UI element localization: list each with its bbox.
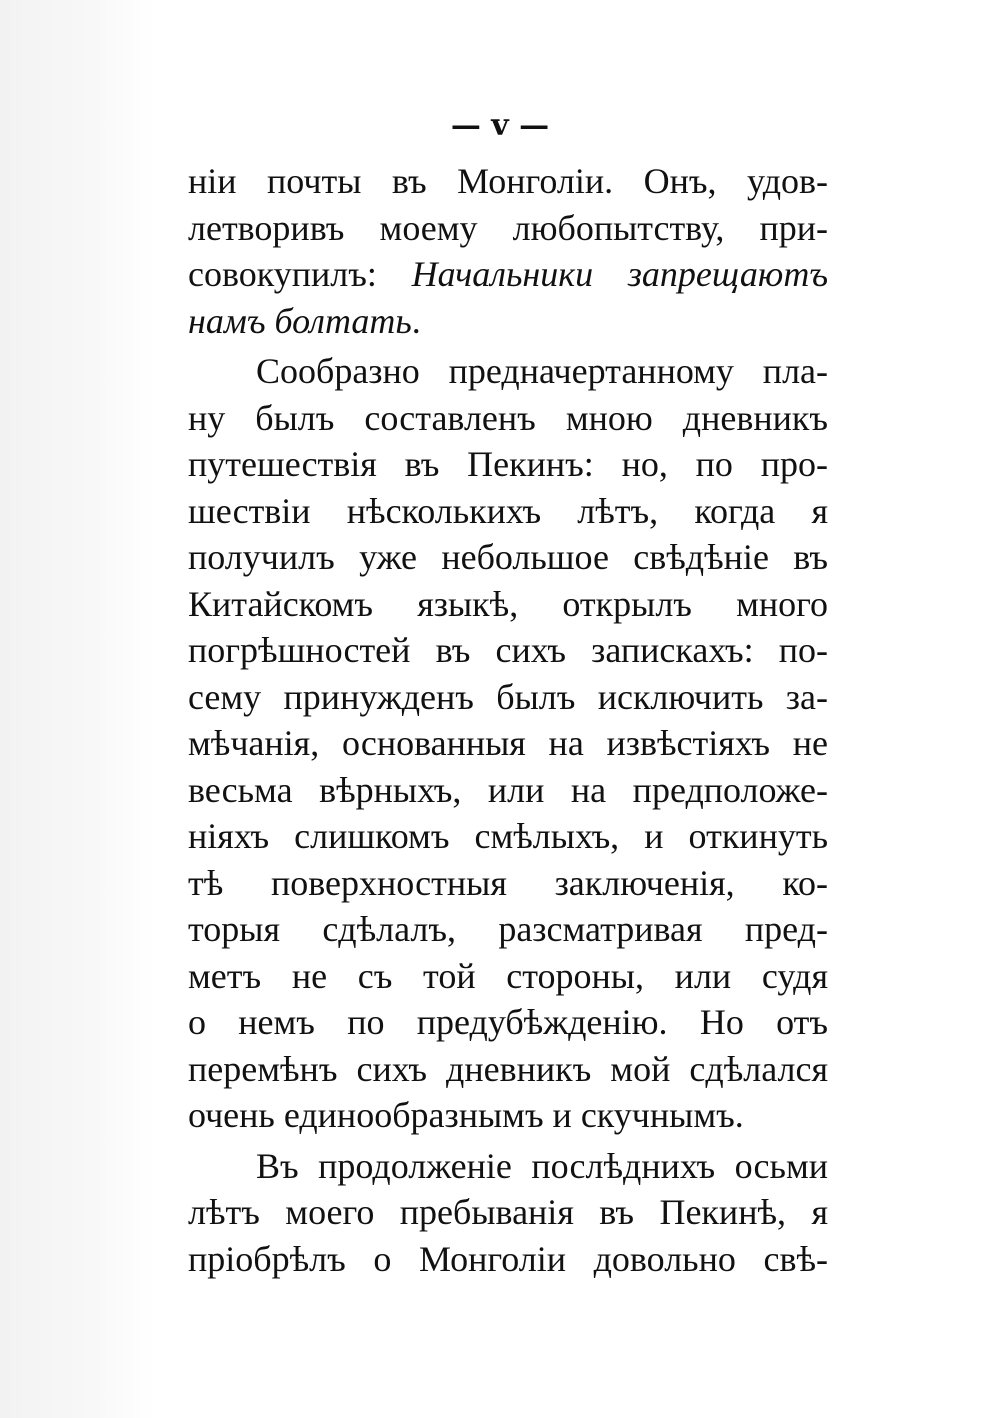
text-line: погрѣшностей въ сихъ запискахъ: по- xyxy=(188,630,828,670)
text-line: торыя сдѣлалъ, разсматривая пред- xyxy=(188,909,828,949)
text-line: перемѣнъ сихъ дневникъ мой сдѣлался xyxy=(188,1048,828,1089)
text-line xyxy=(188,251,828,298)
text-line: шествiи нѣсколькихъ лѣтъ, когда я xyxy=(188,490,828,531)
text-line: Китайскомъ языкѣ, открылъ много xyxy=(188,583,828,624)
text-line: Въ продолженiе послѣднихъ осьми xyxy=(256,1145,828,1186)
text-line: прiобрѣлъ о Монголiи довольно свѣ- xyxy=(188,1238,828,1279)
text-line: получилъ уже небольшое свѣдѣнiе въ xyxy=(188,537,828,577)
paragraph-2 xyxy=(188,348,828,1139)
text-line: ну былъ составленъ мною дневникъ xyxy=(188,397,828,438)
text-line: нiяхъ слишкомъ смѣлыхъ, и откинуть xyxy=(188,816,828,856)
text-line: сему принужденъ былъ исключить за- xyxy=(188,676,828,717)
text-line: о немъ по предубѣжденiю. Но отъ xyxy=(188,1002,828,1042)
text-line: мѣчанiя, основанныя на извѣстiяхъ не xyxy=(188,723,828,763)
text-line: нiи почты въ Монголiи. Онъ, удов- xyxy=(188,161,828,201)
text-line: метъ не съ той стороны, или судя xyxy=(188,955,828,996)
text-line: путешествiя въ Пекинъ: но, по про- xyxy=(188,444,828,484)
text-line: лѣтъ моего пребыванiя въ Пекинѣ, я xyxy=(188,1192,828,1232)
text-line xyxy=(188,298,828,345)
paragraph-3 xyxy=(188,1143,828,1283)
text-line: Сообразно предначертанному пла- xyxy=(256,351,828,391)
paragraph-1 xyxy=(188,158,828,344)
text-line: очень единообразнымъ и скучнымъ. xyxy=(188,1095,744,1135)
page-gutter-shadow xyxy=(0,0,155,1418)
italic-quote: Начальники запрещаютъ xyxy=(411,254,828,294)
italic-quote: намъ болтать xyxy=(188,300,412,341)
page-number: — v — xyxy=(450,108,550,143)
text-line-roman: совокупилъ: xyxy=(188,254,412,294)
body-text xyxy=(188,158,828,1282)
text-line: тѣ поверхностныя заключенiя, ко- xyxy=(188,862,828,903)
text-line-roman: . xyxy=(411,300,421,341)
text-line: весьма вѣрныхъ, или на предположе- xyxy=(188,769,828,810)
text-line: летворивъ моему любопытству, при- xyxy=(188,207,828,248)
